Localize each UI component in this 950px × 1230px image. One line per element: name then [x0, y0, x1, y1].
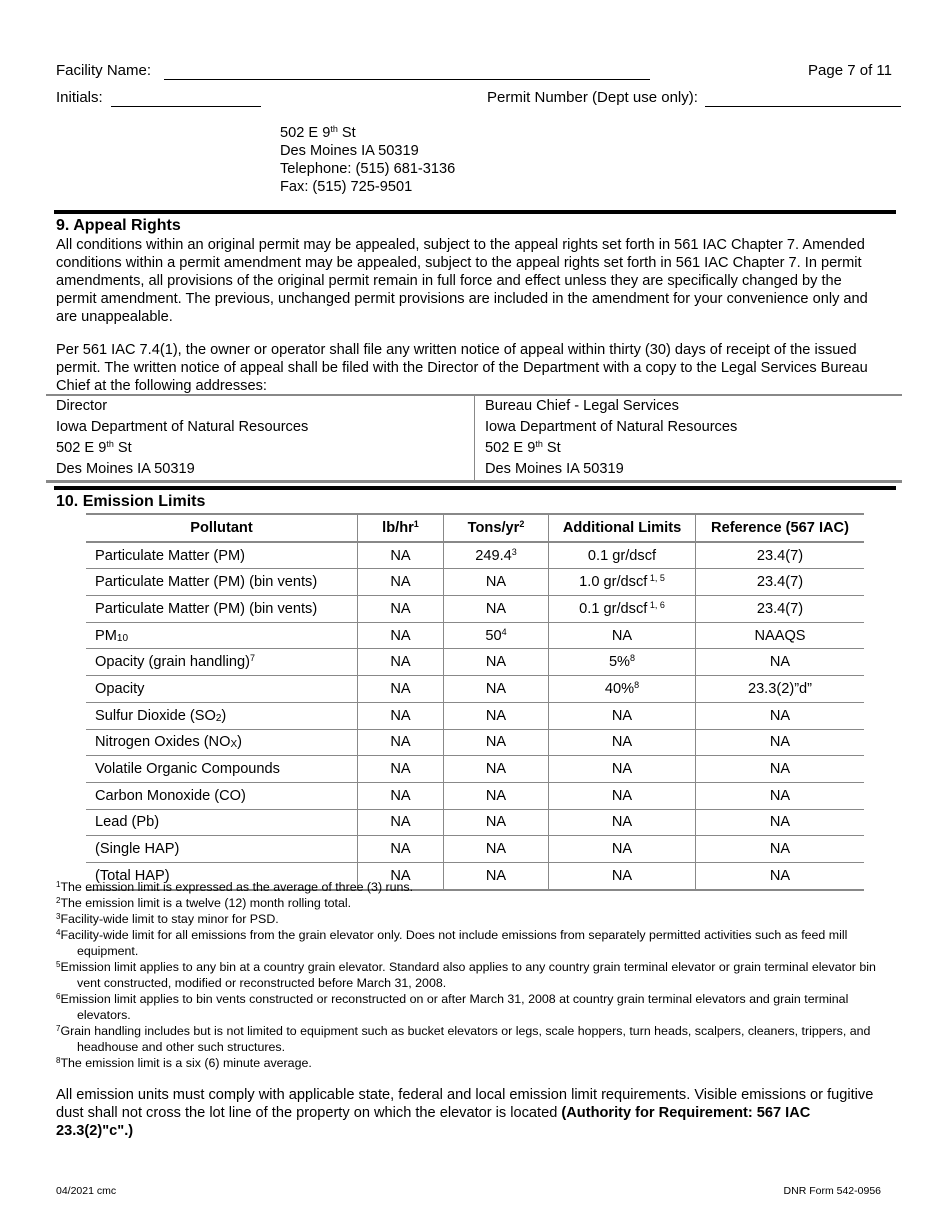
reference-cell: NA	[696, 836, 865, 863]
section-9-rule	[54, 210, 896, 214]
emission-limits-table	[86, 513, 864, 891]
pollutant-cell: Particulate Matter (PM) (bin vents)	[86, 569, 358, 596]
lbhr-cell: NA	[358, 756, 444, 783]
footnote: $^3$Facility-wide limit to stay minor for PSD.	[56, 911, 279, 926]
reference-cell: NA	[696, 756, 865, 783]
director-org: Iowa Department of Natural Resources	[46, 417, 475, 438]
emission-row	[86, 809, 864, 836]
reference-cell: NAAQS	[696, 622, 865, 649]
additional-limits-cell: NA	[549, 782, 696, 809]
appeal-rights-title: 9. Appeal Rights	[56, 217, 181, 234]
emission-row	[86, 782, 864, 809]
pollutant-cell: $PM_{10}$	[86, 622, 358, 649]
footnote: $^5$Emission limit applies to any bin at a country grain elevator. Standard also applies to any country grain terminal elevator or grain terminal elevator bin vent constructed, modified or reconstructed before March 31, 2008.	[56, 959, 876, 990]
emission-row	[86, 569, 864, 596]
lbhr-cell: NA	[358, 729, 444, 756]
tonsyr-cell: NA	[444, 569, 549, 596]
header-lbhr: $lb/hr^1$	[358, 514, 444, 542]
facility-name-label: Facility Name:	[56, 62, 152, 79]
pollutant-cell: Carbon Monoxide (CO)	[86, 782, 358, 809]
pollutant-cell: (Total HAP)	[86, 862, 358, 889]
reference-cell: 23.4(7)	[696, 542, 865, 569]
pollutant-cell: Lead (Pb)	[86, 809, 358, 836]
additional-limits-cell: 0.1 gr/dscf $^{1, 6}$	[549, 596, 696, 623]
initials-label: Initials:	[56, 89, 103, 106]
additional-limits-cell: 5%$^8$	[549, 649, 696, 676]
legal-services-title: Bureau Chief - Legal Services	[475, 395, 903, 417]
lbhr-cell: NA	[358, 622, 444, 649]
pollutant-cell: (Single HAP)	[86, 836, 358, 863]
reference-cell: NA	[696, 782, 865, 809]
director-city: Des Moines IA 50319	[46, 459, 475, 482]
lbhr-cell: NA	[358, 782, 444, 809]
director-street: 502 E 9th St	[46, 438, 475, 459]
emission-row	[86, 756, 864, 783]
emission-row	[86, 542, 864, 569]
pollutant-cell: Particulate Matter (PM) (bin vents)	[86, 596, 358, 623]
address-telephone: Telephone: (515) 681-3136	[280, 161, 456, 177]
reference-cell: 23.3(2)”d”	[696, 676, 865, 703]
lbhr-cell: NA	[358, 542, 444, 569]
tonsyr-cell: NA	[444, 782, 549, 809]
tonsyr-cell: $50^4$	[444, 622, 549, 649]
lbhr-cell: NA	[358, 596, 444, 623]
additional-limits-cell: 1.0 gr/dscf $^{1, 5}$	[549, 569, 696, 596]
footer-form-number: DNR Form 542-0956	[783, 1185, 881, 1197]
additional-limits-cell: NA	[549, 836, 696, 863]
authority-reference: (Authority for Requirement: 567 IAC 23.3(2)"c".)	[56, 1105, 811, 1139]
legal-services-org: Iowa Department of Natural Resources	[485, 419, 738, 435]
emission-row	[86, 596, 864, 623]
tonsyr-cell: NA	[444, 596, 549, 623]
reference-cell: NA	[696, 809, 865, 836]
reference-cell: NA	[696, 862, 865, 889]
permit-number-field[interactable]	[705, 106, 901, 107]
footnote: $^7$Grain handling includes but is not limited to equipment such as bucket elevators or legs, scale hoppers, turn heads, scalpers, cleaners, trippers, and headhouse and other such structures.	[56, 1023, 871, 1054]
pollutant-cell: Nitrogen Oxides $(NO_X)$	[86, 729, 358, 756]
footnote: $^2$The emission limit is a twelve (12) month rolling total.	[56, 895, 352, 910]
appeal-rights-paragraph-2: Per 561 IAC 7.4(1), the owner or operator shall file any written notice of appeal within thirty (30) days of receipt of the issued permit. The written notice of appeal shall be filed with the Director of the Department with a copy to the Legal Services Bureau Chief at the following addresses:	[56, 342, 868, 394]
reference-cell: NA	[696, 649, 865, 676]
additional-limits-cell: NA	[549, 862, 696, 889]
appeal-addresses-table	[46, 394, 902, 483]
tonsyr-cell: NA	[444, 836, 549, 863]
pollutant-cell: Volatile Organic Compounds	[86, 756, 358, 783]
legal-services-city: Des Moines IA 50319	[475, 459, 903, 482]
emission-row	[86, 622, 864, 649]
footnote: $^8$The emission limit is a six (6) minute average.	[56, 1055, 312, 1070]
emission-row	[86, 649, 864, 676]
page-number: Page 7 of 11	[808, 62, 892, 79]
emission-table-header-row	[86, 514, 864, 542]
emission-footnotes	[56, 879, 896, 1071]
tonsyr-cell: NA	[444, 862, 549, 889]
address-city: Des Moines IA 50319	[280, 143, 419, 159]
lbhr-cell: NA	[358, 809, 444, 836]
emission-row	[86, 836, 864, 863]
address-street: 502 E 9th St	[280, 124, 356, 141]
section-10-rule	[54, 486, 896, 490]
footnote: $^4$Facility-wide limit for all emissions from the grain elevator only. Does not include emissions from separately permitted activities such as feed mill equipment.	[56, 927, 848, 958]
lbhr-cell: NA	[358, 676, 444, 703]
pollutant-cell: Opacity (grain handling)$^7$	[86, 649, 358, 676]
address-fax: Fax: (515) 725-9501	[280, 179, 413, 195]
reference-cell: NA	[696, 729, 865, 756]
reference-cell: 23.4(7)	[696, 569, 865, 596]
additional-limits-cell: 40%$^8$	[549, 676, 696, 703]
header-tonsyr: Tons/$yr^2$	[444, 514, 549, 542]
tonsyr-cell: NA	[444, 756, 549, 783]
footnote: $^6$Emission limit applies to bin vents constructed or reconstructed on or after March 31, 2008 at country grain terminal elevators and grain terminal elevators.	[56, 991, 849, 1022]
reference-cell: NA	[696, 702, 865, 729]
lbhr-cell: NA	[358, 702, 444, 729]
tonsyr-cell: NA	[444, 702, 549, 729]
tonsyr-cell: NA	[444, 729, 549, 756]
legal-services-street: 502 E 9th St	[485, 439, 561, 456]
facility-name-field[interactable]	[164, 79, 650, 80]
emission-row	[86, 729, 864, 756]
additional-limits-cell: NA	[549, 622, 696, 649]
initials-field[interactable]	[111, 106, 261, 107]
tonsyr-cell: NA	[444, 809, 549, 836]
lbhr-cell: NA	[358, 569, 444, 596]
pollutant-cell: Opacity	[86, 676, 358, 703]
lbhr-cell: NA	[358, 649, 444, 676]
emission-row	[86, 676, 864, 703]
director-title: Director	[46, 395, 475, 417]
footnote: $^1$The emission limit is expressed as the average of three (3) runs.	[56, 879, 414, 894]
permit-number-label: Permit Number (Dept use only):	[487, 89, 698, 106]
closing-paragraph: All emission units must comply with applicable state, federal and local emission limit requirements. Visible emissions or fugitive dust shall not cross the lot line of the property on which the elevator is located (Authority for Requirement: 567 IAC 23.3(2)"c".)	[56, 1087, 874, 1139]
lbhr-cell: NA	[358, 836, 444, 863]
additional-limits-cell: NA	[549, 729, 696, 756]
tonsyr-cell: NA	[444, 676, 549, 703]
additional-limits-cell: 0.1 gr/dscf	[549, 542, 696, 569]
tonsyr-cell: 249.4$^3$	[444, 542, 549, 569]
footer-revision: 04/2021 cmc	[56, 1185, 117, 1197]
pollutant-cell: Sulfur Dioxide $(SO_2)$	[86, 702, 358, 729]
tonsyr-cell: NA	[444, 649, 549, 676]
lbhr-cell: NA	[358, 862, 444, 889]
emission-row	[86, 702, 864, 729]
header-additional-limits: Additional Limits	[549, 514, 696, 542]
top-address-block	[280, 124, 455, 196]
header-pollutant: Pollutant	[86, 514, 358, 542]
additional-limits-cell: NA	[549, 702, 696, 729]
header-reference: Reference (567 IAC)	[696, 514, 865, 542]
emission-limits-title: 10. Emission Limits	[56, 493, 206, 510]
reference-cell: 23.4(7)	[696, 596, 865, 623]
additional-limits-cell: NA	[549, 809, 696, 836]
pollutant-cell: Particulate Matter (PM)	[86, 542, 358, 569]
additional-limits-cell: NA	[549, 756, 696, 783]
appeal-rights-paragraph-1: All conditions within an original permit may be appealed, subject to the appeal rights set forth in 561 IAC Chapter 7. Amended conditions within a permit amendment may be appealed, subject to the appeal rights set forth in 561 IAC Chapter 7. In permit amendments, all provisions of the original permit remain in full force and effect unless they are specifically changed by the permit amendment. The previous, unchanged permit provisions are included in the amendment for your convenience only and are unappealable.	[56, 237, 868, 325]
